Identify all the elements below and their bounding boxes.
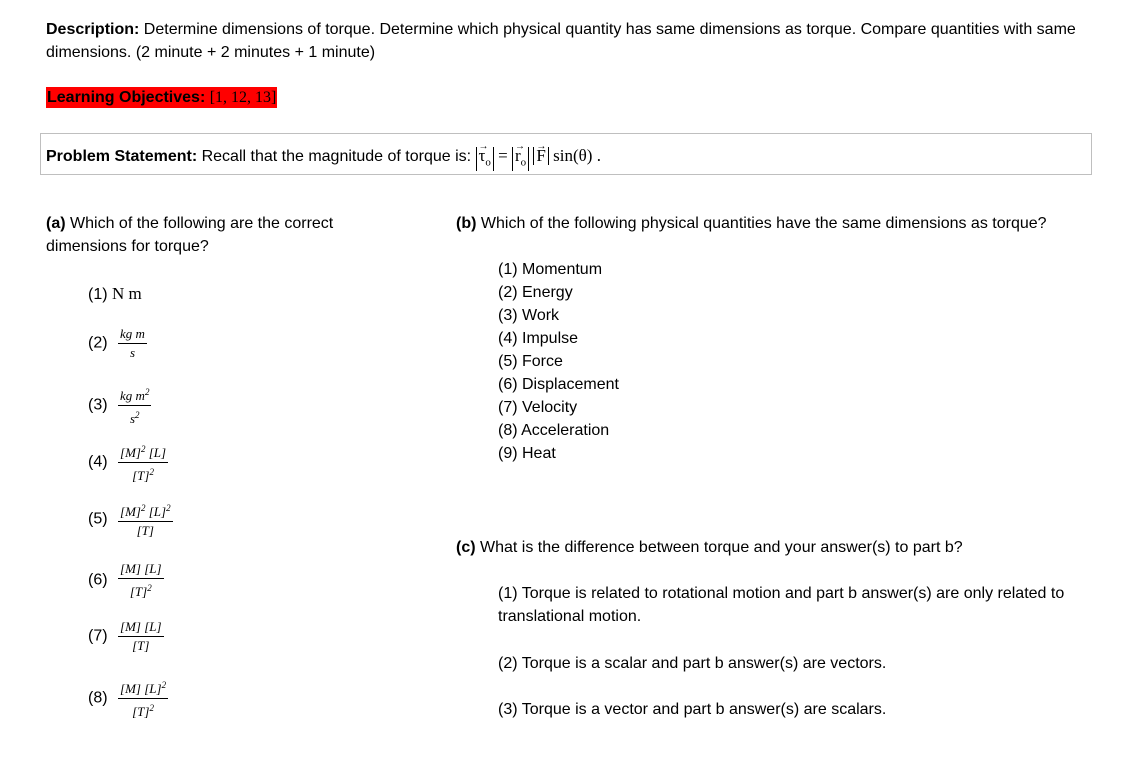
part-b-options <box>498 258 619 465</box>
part-b-option-3[interactable]: (3) Work <box>498 307 560 324</box>
problem-statement-label: Problem Statement: <box>46 148 198 165</box>
part-c-option-2[interactable]: (2) Torque is a scalar and part b answer(s) are vectors. <box>498 655 887 672</box>
description-text: Determine dimensions of torque. Determine which physical quantity has same dimensions as torque. Compare quantities with same dimensions. (2 minute + 2 minutes + 1 minute) <box>46 21 1076 61</box>
part-b-option-2[interactable]: (2) Energy <box>498 284 573 301</box>
part-a-option-4[interactable]: (4) $\frac{[M]^2 [L]}{[T]^2}$ <box>88 441 168 484</box>
part-b-option-5[interactable]: (5) Force <box>498 353 563 370</box>
part-a-option-8[interactable]: (8) $\frac{[M] [L]^2}{[T]^2}$ <box>88 677 168 720</box>
part-a-option-5[interactable]: (5) $\frac{[M]^2 [L]^2}{[T]}$ <box>88 500 173 539</box>
part-c-option-3[interactable]: (3) Torque is a vector and part b answer(s) are scalars. <box>498 701 887 718</box>
part-b-question <box>456 212 1116 235</box>
part-b-option-4[interactable]: (4) Impulse <box>498 330 579 347</box>
part-b-option-9[interactable]: (9) Heat <box>498 445 556 462</box>
description-label: Description: <box>46 21 140 38</box>
torque-formula: → $\tau_o$ = → $r_o \to F$ sin(θ) . <box>476 146 601 165</box>
part-a-label: (a) <box>46 215 66 232</box>
part-a-option-6[interactable]: (6) $\frac{[M] [L]}{[T]^2}$ <box>88 561 162 599</box>
part-a-option-2[interactable]: (2) $\frac{\text{kg m}}{s}$ <box>88 326 145 360</box>
learning-objectives-label: Learning Objectives: <box>47 89 206 106</box>
part-b-label: (b) <box>456 215 477 232</box>
part-b-option-1[interactable]: (1) Momentum <box>498 261 603 278</box>
part-b-text: Which of the following physical quantities have the same dimensions as torque? <box>480 215 1047 232</box>
learning-objectives-value: [1, 12, 13] <box>209 89 277 106</box>
part-c-option-1[interactable]: (1) Torque is related to rotational motion and part b answer(s) are only related to translational motion. <box>498 585 1065 625</box>
part-b-option-7[interactable]: (7) Velocity <box>498 399 578 416</box>
part-c-label: (c) <box>456 539 476 556</box>
part-b-option-6[interactable]: (6) Displacement <box>498 376 619 393</box>
part-a-question <box>46 212 406 258</box>
problem-statement-text: Recall that the magnitude of torque is: <box>201 148 472 165</box>
part-a-option-1[interactable]: (1) N m <box>88 284 142 303</box>
problem-statement <box>46 145 601 171</box>
learning-objectives <box>46 87 277 108</box>
part-b-option-8[interactable]: (8) Acceleration <box>498 422 610 439</box>
part-c-text: What is the difference between torque and your answer(s) to part b? <box>480 539 963 556</box>
part-a-option-3[interactable]: (3) $\frac{kg m^2}{s^2}$ <box>88 384 151 427</box>
part-c-question <box>456 536 1116 559</box>
part-a-option-7[interactable]: (7) $\frac{[M] [L]}{[T]}$ <box>88 619 162 653</box>
description <box>46 18 1106 64</box>
part-a-text: Which of the following are the correct dimensions for torque? <box>46 215 334 255</box>
